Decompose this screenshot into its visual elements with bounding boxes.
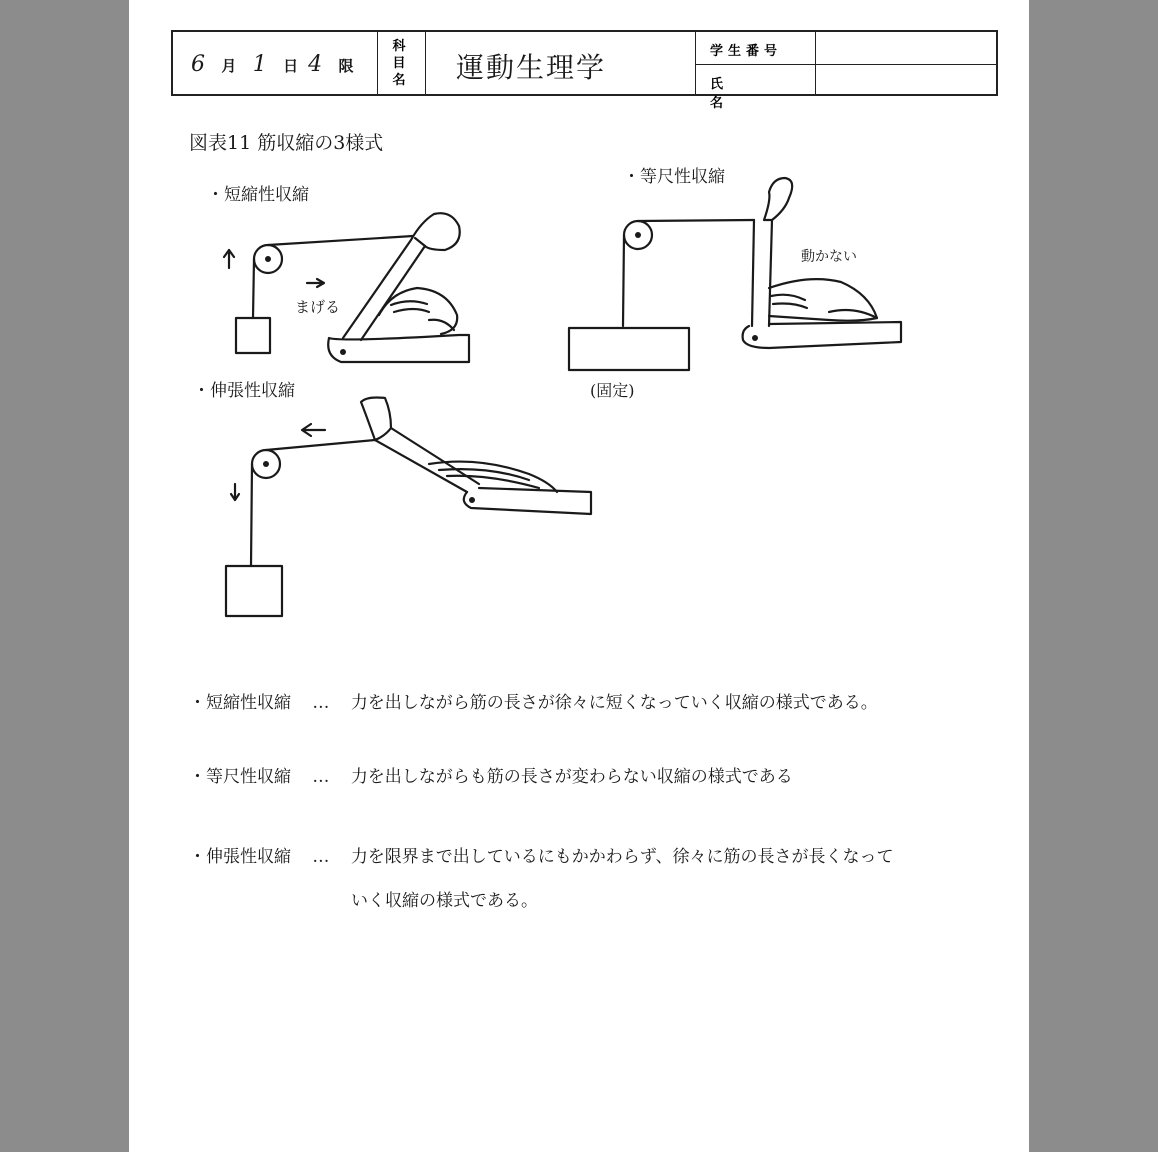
- concentric-diagram: [224, 213, 469, 362]
- desc-isometric-term: ・等尺性収縮: [189, 767, 291, 787]
- period-value: 4: [308, 52, 323, 77]
- day-value: 1: [252, 52, 267, 77]
- figure-title: 図表11 筋収縮の3様式: [189, 132, 384, 154]
- desc-eccentric-term: ・伸張性収縮: [189, 847, 291, 867]
- subject-label: 科目名: [392, 39, 406, 88]
- desc-concentric-term: ・短縮性収縮: [189, 693, 291, 713]
- student-id-label: 学生番号: [710, 44, 783, 59]
- document-page: [129, 0, 1029, 1152]
- desc-isometric-sep: …: [312, 767, 330, 787]
- eccentric-label: ・伸張性収縮: [193, 381, 295, 401]
- month-value: 6: [191, 52, 205, 77]
- eccentric-diagram: [226, 398, 591, 617]
- desc-eccentric-sep: …: [312, 847, 330, 867]
- concentric-label: ・短縮性収縮: [207, 185, 309, 205]
- isometric-diagram: [569, 178, 901, 370]
- contraction-diagrams: [129, 0, 1029, 640]
- day-label: 日: [283, 57, 299, 75]
- bend-annotation: まげる: [295, 298, 341, 316]
- desc-concentric-text: 力を出しながら筋の長さが徐々に短くなっていく収縮の様式である。: [350, 693, 878, 713]
- desc-eccentric-text: 力を限界まで出しているにもかかわらず、徐々に筋の長さが長くなって: [350, 847, 894, 867]
- subject-value: 運動生理学: [456, 51, 607, 84]
- isometric-label: ・等尺性収縮: [623, 167, 725, 187]
- desc-concentric: [189, 688, 878, 713]
- fixed-annotation: (固定): [590, 381, 635, 400]
- no-move-annotation: 動かない: [801, 249, 857, 265]
- name-label: 氏 名: [710, 77, 764, 111]
- desc-concentric-sep: …: [312, 693, 330, 713]
- desc-isometric: [189, 762, 793, 787]
- month-label: 月: [221, 57, 237, 75]
- period-label: 限: [338, 57, 354, 75]
- desc-isometric-text: 力を出しながらも筋の長さが変わらない収縮の様式である: [350, 767, 793, 787]
- desc-eccentric-cont: いく収縮の様式である。: [351, 891, 538, 911]
- desc-eccentric: [189, 842, 893, 867]
